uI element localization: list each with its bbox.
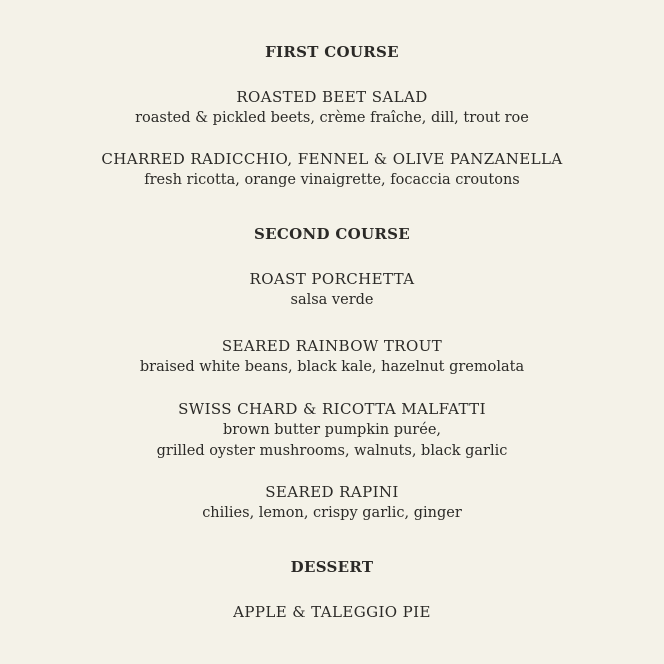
item-name: SWISS CHARD & RICOTTA MALFATTI [178,400,486,418]
menu-item [0,269,664,311]
item-description-line: chilies, lemon, crispy garlic, ginger [202,505,462,521]
menu-item [0,482,664,524]
item-name: SEARED RAPINI [265,483,399,501]
section-title: DESSERT [290,558,374,576]
item-description [0,108,664,129]
item-description [0,420,664,462]
item-description-line: brown butter pumpkin purée, [222,422,442,438]
item-description-line: salsa verde [290,292,374,308]
item-description [0,170,664,191]
item-description-line: roasted & pickled beets, crème fraîche, dill, trout roe [135,110,529,126]
menu-item [0,336,664,378]
item-description [0,290,664,311]
item-description [0,503,664,524]
menu-item [0,602,664,623]
item-description-line: fresh ricotta, orange vinaigrette, focaccia croutons [144,172,520,188]
section-first-course [0,41,664,191]
item-name: APPLE & TALEGGIO PIE [233,603,431,621]
item-name: SEARED RAINBOW TROUT [221,337,443,355]
item-name: CHARRED RADICCHIO, FENNEL & OLIVE PANZANELLA [101,150,563,168]
section-dessert [0,556,664,623]
item-name: ROAST PORCHETTA [249,270,415,288]
item-description-line: braised white beans, black kale, hazelnut gremolata [139,359,525,375]
menu-item [0,87,664,129]
section-title: FIRST COURSE [265,43,399,61]
menu-item [0,149,664,191]
item-description-line: grilled oyster mushrooms, walnuts, black garlic [156,443,508,459]
section-title: SECOND COURSE [254,225,410,243]
item-description [0,357,664,378]
menu-item [0,399,664,462]
item-name: ROASTED BEET SALAD [236,88,428,106]
section-second-course [0,223,664,524]
